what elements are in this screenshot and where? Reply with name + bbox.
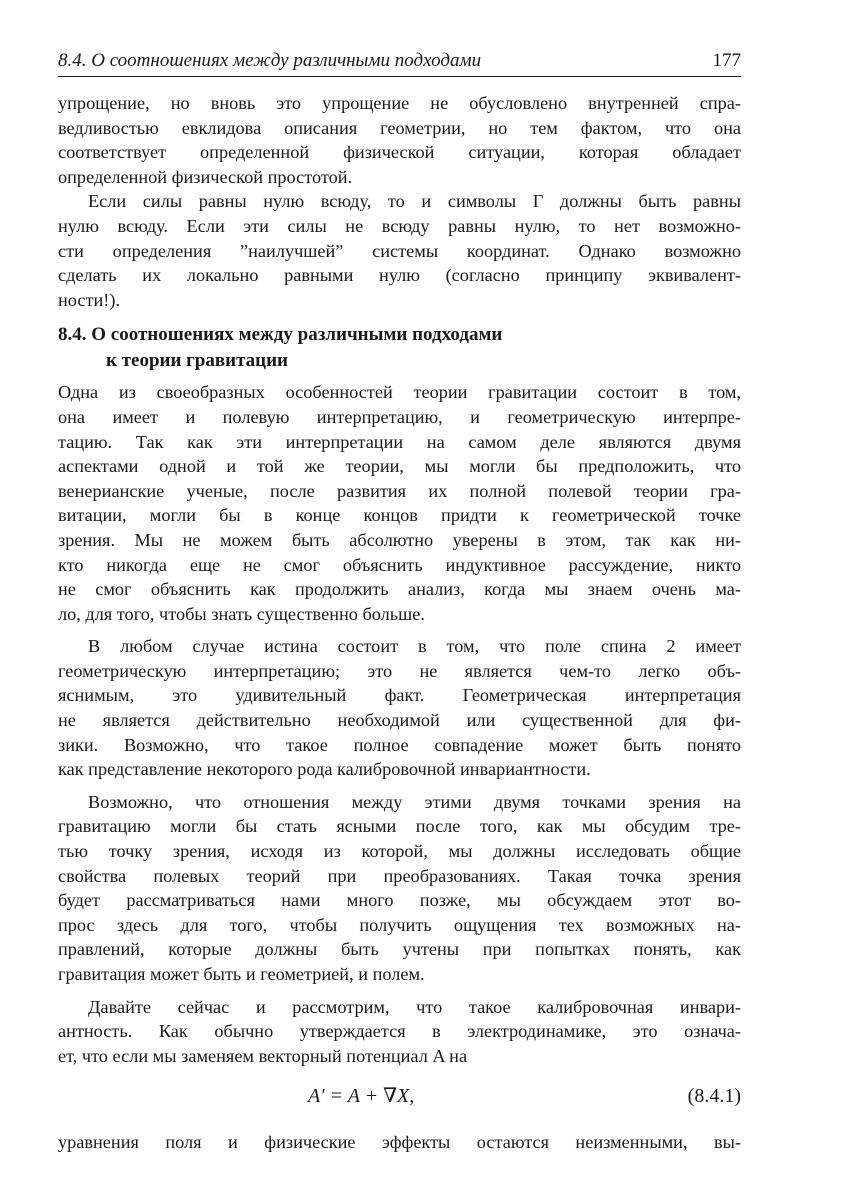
text-line: антность. Как обычно утверждается в электродинамике, это означа- [58, 1021, 741, 1042]
text-line: не смог объяснить как продолжить анализ, когда мы знаем очень ма- [58, 579, 741, 600]
running-title: 8.4. О соотношениях между различными подходами [58, 50, 482, 71]
paragraph-gap [58, 987, 741, 995]
text-line: будет рассматриваться нами много позже, мы обсуждаем этот во- [58, 890, 741, 911]
paragraph-4 [58, 634, 741, 782]
section-heading-line-2: к теории гравитации [106, 350, 288, 372]
equation [58, 1076, 741, 1116]
section-heading-line-1: 8.4. О соотношениях между различными подходами [58, 324, 503, 346]
equation-expression: A′ = A + ∇X, [308, 1085, 415, 1108]
text-line: витации, могли бы в конце концов придти к геометрической точке [58, 505, 741, 526]
paragraph-7 [58, 1130, 741, 1155]
running-header [58, 50, 741, 72]
text-line: не является действительно необходимой или существенной для фи- [58, 710, 741, 731]
text-line: Возможно, что отношения между этими двумя точками зрения на [88, 791, 741, 812]
text-line: упрощение, но вновь это упрощение не обусловлено внутренней спра- [58, 93, 741, 113]
text-line: гравитация может быть и геометрией, и полем. [58, 964, 425, 984]
paragraph-1 [58, 91, 741, 189]
text-line: сделать их локально равными нулю (согласно принципу эквивалент- [58, 265, 741, 286]
paragraph-2 [58, 189, 741, 312]
text-line: тью точку зрения, исходя из которой, мы должны исследовать общие [58, 841, 741, 862]
text-line: ности!). [58, 289, 121, 310]
text-line: ло, для того, чтобы знать существенно больше. [58, 603, 425, 624]
text-line: уравнения поля и физические эффекты остаются неизменными, вы- [58, 1132, 741, 1153]
text-line: она имеет и полевую интерпретацию, и геометрическую интерпре- [58, 406, 741, 427]
text-line: геометрическую интерпретацию; это не является чем-то легко объ- [58, 660, 741, 681]
paragraph-gap [58, 626, 741, 634]
text-line: ет, что если мы заменяем векторный потенциал A на [58, 1045, 468, 1066]
text-line: Одна из своеобразных особенностей теории гравитации состоит в том, [58, 382, 741, 403]
text-line: прос здесь для того, чтобы получить ощущения тех возможных на- [58, 914, 741, 935]
header-rule [58, 76, 741, 77]
text-line: ведливостью евклидова описания геометрии, но тем фактом, что она [58, 117, 741, 138]
body-text [58, 91, 741, 1155]
text-line: венерианские ученые, после развития их полной полевой теории гра- [58, 480, 741, 501]
text-line: свойства полевых теорий при преобразованиях. Такая точка зрения [58, 865, 741, 886]
text-line: зрения. Мы не можем быть абсолютно уверены в этом, так как ни- [58, 529, 741, 550]
text-line: зики. Возможно, что такое полное совпадение может быть понято [58, 734, 741, 755]
text-line: тацию. Так как эти интерпретации на самом деле являются двумя [58, 431, 741, 452]
page-number: 177 [712, 50, 741, 71]
text-line: сти определения ”наилучшей” системы координат. Однако возможно [58, 240, 741, 261]
paragraph-5 [58, 790, 741, 987]
text-line: Если силы равны нулю всюду, то и символы Γ должны быть равны [88, 191, 741, 212]
paragraph-6 [58, 995, 741, 1069]
text-line: гравитацию могли бы стать ясными после того, как мы обсудим тре- [58, 816, 741, 837]
equation-number: (8.4.1) [687, 1085, 741, 1108]
text-line: яснимым, это удивительный факт. Геометрическая интерпретация [58, 685, 741, 706]
text-line: соответствует определенной физической ситуации, которая обладает [58, 142, 741, 163]
text-line: определенной физической простотой. [58, 166, 353, 187]
text-line: В любом случае истина состоит в том, что поле спина 2 имеет [88, 636, 741, 657]
text-line: нулю всюду. Если эти силы не всюду равны нулю, то нет возможно- [58, 215, 741, 236]
text-line: правлений, которые должны быть учтены при попытках понять, как [58, 939, 741, 960]
text-line: аспектами одной и той же теории, мы могли бы предположить, что [58, 456, 741, 477]
section-heading [58, 322, 741, 374]
text-line: Давайте сейчас и рассмотрим, что такое калибровочная инвари- [88, 996, 741, 1017]
paragraph-3 [58, 380, 741, 626]
paragraph-gap [58, 782, 741, 790]
text-line: кто никогда еще не смог объяснить индуктивное рассуждение, никто [58, 554, 741, 575]
text-line: как представление некоторого рода калибровочной инвариантности. [58, 759, 591, 780]
